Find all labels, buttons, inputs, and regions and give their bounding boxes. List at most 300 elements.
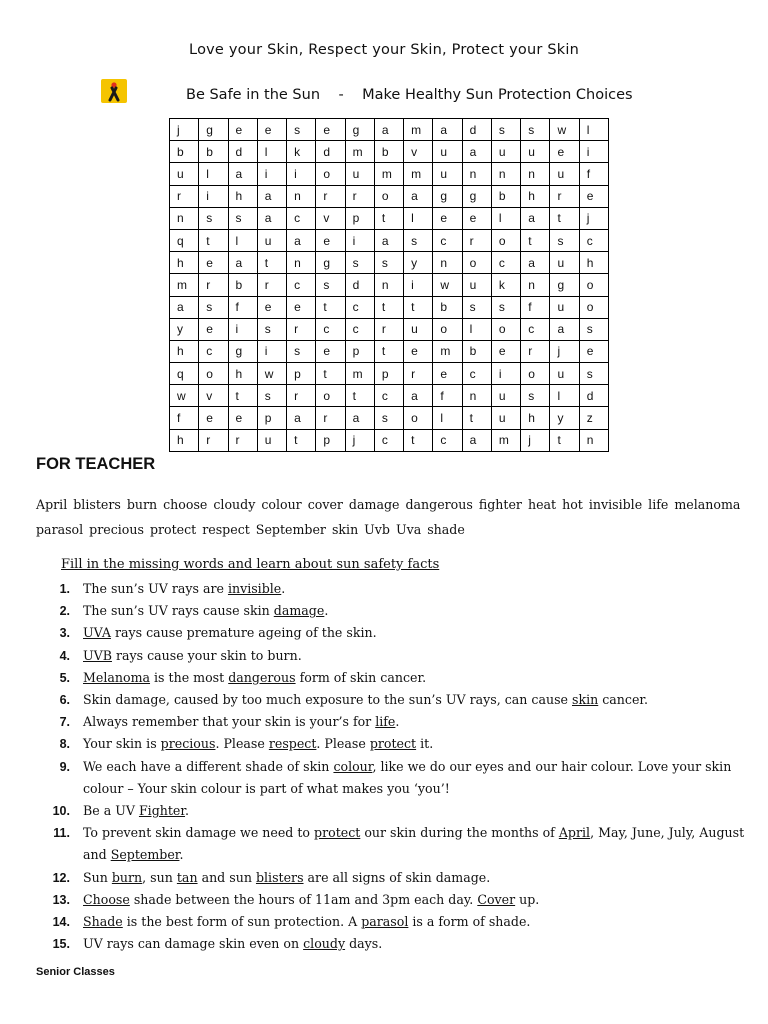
word-search-cell: u <box>550 163 579 185</box>
word-search-cell: b <box>374 141 403 163</box>
word-search-cell: s <box>550 229 579 251</box>
word-search-cell: i <box>287 163 316 185</box>
word-search-cell: t <box>374 207 403 229</box>
word-search-cell: n <box>462 163 491 185</box>
word-search-cell: n <box>579 429 608 451</box>
word-search-cell: w <box>170 385 199 407</box>
word-search-cell: u <box>550 363 579 385</box>
word-search-cell: u <box>404 318 433 340</box>
word-search-cell: i <box>257 340 286 362</box>
footer-label: Senior Classes <box>36 966 115 978</box>
word-bank: April blisters burn choose cloudy colour cover damage dangerous fighter heat hot invisible life melanoma parasol precious protect respect September skin Uvb Uva shade <box>36 497 741 537</box>
word-search-cell: e <box>316 229 345 251</box>
word-search-cell: p <box>257 407 286 429</box>
word-search-cell: e <box>550 141 579 163</box>
fact-number: 5 . <box>36 667 70 689</box>
fact-text: shade between the hours of 11am and 3pm each day. <box>129 891 478 907</box>
word-search-cell: o <box>521 363 550 385</box>
word-search-cell: n <box>491 163 520 185</box>
word-search-cell: g <box>433 185 462 207</box>
fact-answer-word: tan <box>176 869 198 885</box>
word-search-cell: g <box>550 274 579 296</box>
fact-answer-word: cloudy <box>303 936 346 952</box>
fact-text: . <box>395 714 400 730</box>
word-search-cell: s <box>374 252 403 274</box>
fact-text: are all signs of skin damage. <box>303 869 491 885</box>
word-search-cell: u <box>257 429 286 451</box>
fact-number: 13 . <box>36 889 70 911</box>
word-search-cell: m <box>170 274 199 296</box>
fact-text: Always remember that your skin is your’s for <box>83 714 376 730</box>
word-search-cell: r <box>170 185 199 207</box>
word-search-cell: t <box>316 363 345 385</box>
word-search-cell: t <box>404 429 433 451</box>
fact-answer-word: UVA <box>83 625 111 641</box>
fact-text: , May, June, July, August and <box>83 825 745 863</box>
fact-text: . <box>281 581 286 596</box>
word-search-row <box>170 318 609 340</box>
word-search-cell: c <box>491 252 520 274</box>
fact-item <box>36 889 746 911</box>
word-search-cell: e <box>316 119 345 141</box>
fact-number: 6 . <box>36 689 70 711</box>
word-search-cell: s <box>287 119 316 141</box>
word-search-cell: c <box>345 318 374 340</box>
fact-answer-word: UVB <box>83 647 112 663</box>
word-search-cell: w <box>257 363 286 385</box>
word-search-cell: f <box>228 296 257 318</box>
fact-answer-word: protect <box>314 825 361 841</box>
fact-item <box>36 822 746 866</box>
word-search-cell: a <box>374 229 403 251</box>
fact-text: it. <box>416 736 434 752</box>
word-search-cell: e <box>199 318 228 340</box>
fact-number: 12 . <box>36 867 70 889</box>
word-search-cell: s <box>287 340 316 362</box>
word-search-cell: c <box>345 296 374 318</box>
word-search-cell: i <box>491 363 520 385</box>
word-search-cell: r <box>257 274 286 296</box>
page-title: Love your Skin, Respect your Skin, Protect your Skin <box>189 42 579 58</box>
word-search-cell: m <box>433 340 462 362</box>
word-search-cell: e <box>316 340 345 362</box>
fact-text: . <box>324 603 329 619</box>
fact-text: is a form of shade. <box>408 914 531 930</box>
word-search-cell: r <box>199 429 228 451</box>
word-search-cell: a <box>433 119 462 141</box>
subtitle-left: Be Safe in the Sun <box>186 87 321 103</box>
fact-text: . <box>185 803 190 819</box>
word-search-cell: m <box>491 429 520 451</box>
fact-text: Your skin is <box>83 736 161 752</box>
word-search-cell: h <box>170 340 199 362</box>
word-search-cell: i <box>257 163 286 185</box>
word-search-cell: t <box>404 296 433 318</box>
word-search-cell: l <box>462 318 491 340</box>
word-search-cell: h <box>521 407 550 429</box>
word-search-cell: c <box>374 385 403 407</box>
fact-text: rays cause premature ageing of the skin. <box>110 625 377 641</box>
fact-answer-word: protect <box>369 736 417 752</box>
word-search-cell: p <box>345 340 374 362</box>
sun-safety-facts-list <box>36 578 746 955</box>
word-search-cell: l <box>228 229 257 251</box>
word-search-cell: c <box>521 318 550 340</box>
word-search-cell: u <box>550 296 579 318</box>
fact-text: our skin during the months of <box>360 825 559 841</box>
word-search-cell: r <box>228 429 257 451</box>
fact-text: The sun’s UV rays are <box>83 581 228 596</box>
for-teacher-heading: FOR TEACHER <box>36 455 156 473</box>
word-search-cell: w <box>433 274 462 296</box>
word-search-cell: z <box>579 407 608 429</box>
word-search-cell: l <box>550 385 579 407</box>
word-search-cell: b <box>199 141 228 163</box>
word-search-cell: s <box>404 229 433 251</box>
word-search-cell: h <box>170 252 199 274</box>
fact-answer-word: dangerous <box>228 669 296 685</box>
word-search-cell: r <box>462 229 491 251</box>
word-search-cell: t <box>374 296 403 318</box>
word-search-cell: c <box>199 340 228 362</box>
word-search-cell: a <box>404 385 433 407</box>
fact-item <box>36 622 746 644</box>
fact-text: , sun <box>142 869 177 885</box>
word-search-row <box>170 207 609 229</box>
word-search-cell: e <box>404 340 433 362</box>
word-search-cell: s <box>199 207 228 229</box>
word-search-cell: c <box>374 429 403 451</box>
word-search-cell: p <box>345 207 374 229</box>
word-search-cell: t <box>550 207 579 229</box>
word-search-cell: n <box>433 252 462 274</box>
word-search-cell: s <box>228 207 257 229</box>
word-search-cell: j <box>170 119 199 141</box>
word-search-cell: e <box>462 207 491 229</box>
word-search-cell: g <box>462 185 491 207</box>
word-search-cell: t <box>550 429 579 451</box>
word-search-cell: s <box>257 318 286 340</box>
fact-answer-word: life <box>375 714 396 730</box>
word-search-cell: c <box>462 363 491 385</box>
subtitle-separator: - <box>338 87 344 103</box>
word-search-cell: l <box>491 207 520 229</box>
word-search-cell: c <box>287 207 316 229</box>
word-search-cell: i <box>345 229 374 251</box>
word-search-cell: u <box>170 163 199 185</box>
fact-answer-word: Choose <box>83 891 130 907</box>
word-search-cell: d <box>316 141 345 163</box>
fact-answer-word: respect <box>268 736 317 752</box>
word-search-cell: s <box>521 119 550 141</box>
fact-answer-word: September <box>110 847 180 863</box>
word-search-cell: d <box>228 141 257 163</box>
fact-number: 14 . <box>36 911 70 933</box>
word-search-cell: u <box>433 163 462 185</box>
word-search-cell: m <box>404 119 433 141</box>
word-search-row <box>170 163 609 185</box>
fact-text: form of skin cancer. <box>295 669 427 685</box>
word-search-cell: l <box>257 141 286 163</box>
word-search-cell: u <box>491 407 520 429</box>
word-search-cell: u <box>345 163 374 185</box>
word-search-cell: t <box>257 252 286 274</box>
fact-text: rays cause your skin to burn. <box>111 647 302 663</box>
word-search-cell: a <box>521 252 550 274</box>
fact-text: To prevent skin damage we need to <box>83 825 315 841</box>
fact-text: cancer. <box>598 692 649 708</box>
fact-number: 8 . <box>36 733 70 755</box>
word-search-cell: r <box>199 274 228 296</box>
word-search-cell: e <box>228 119 257 141</box>
word-search-cell: a <box>228 163 257 185</box>
word-search-row <box>170 274 609 296</box>
word-search-cell: t <box>228 385 257 407</box>
word-search-cell: n <box>287 185 316 207</box>
word-search-cell: u <box>257 229 286 251</box>
word-search-cell: v <box>199 385 228 407</box>
word-search-cell: c <box>287 274 316 296</box>
word-search-cell: o <box>374 185 403 207</box>
word-search-cell: s <box>579 318 608 340</box>
word-search-cell: t <box>287 429 316 451</box>
fact-answer-word: Cover <box>477 891 516 907</box>
word-search-cell: j <box>579 207 608 229</box>
word-search-row <box>170 229 609 251</box>
word-search-cell: t <box>521 229 550 251</box>
word-search-cell: e <box>579 340 608 362</box>
word-search-cell: u <box>462 274 491 296</box>
word-search-cell: q <box>170 363 199 385</box>
word-search-cell: r <box>374 318 403 340</box>
word-search-cell: i <box>228 318 257 340</box>
word-search-cell: r <box>316 185 345 207</box>
word-search-cell: a <box>404 185 433 207</box>
word-search-cell: i <box>404 274 433 296</box>
word-search-cell: e <box>433 363 462 385</box>
word-search-cell: s <box>462 296 491 318</box>
fact-text: We each have a different shade of skin <box>83 758 334 774</box>
word-search-cell: y <box>404 252 433 274</box>
word-search-cell: c <box>579 229 608 251</box>
word-search-grid <box>169 118 609 452</box>
word-search-cell: p <box>374 363 403 385</box>
word-search-cell: s <box>199 296 228 318</box>
page-subtitle <box>186 87 633 103</box>
word-search-cell: r <box>287 385 316 407</box>
fact-text: Sun <box>83 869 112 885</box>
word-search-cell: v <box>404 141 433 163</box>
word-search-cell: m <box>404 163 433 185</box>
word-search-cell: n <box>287 252 316 274</box>
word-search-cell: s <box>345 252 374 274</box>
word-search-cell: a <box>228 252 257 274</box>
word-search-cell: p <box>316 429 345 451</box>
fact-number: 11 . <box>36 822 70 844</box>
fact-item <box>36 756 746 800</box>
fact-answer-word: parasol <box>361 914 409 930</box>
word-search-cell: h <box>521 185 550 207</box>
word-search-cell: a <box>287 407 316 429</box>
word-search-cell: s <box>374 407 403 429</box>
word-search-cell: t <box>374 340 403 362</box>
fact-item <box>36 933 746 955</box>
word-search-cell: q <box>170 229 199 251</box>
word-search-cell: e <box>491 340 520 362</box>
fact-text: Skin damage, caused by too much exposure to the sun’s UV rays, can cause <box>83 692 572 708</box>
word-search-cell: j <box>550 340 579 362</box>
word-search-cell: b <box>491 185 520 207</box>
fact-text: . <box>179 847 184 863</box>
word-search-row <box>170 185 609 207</box>
word-search-cell: a <box>257 185 286 207</box>
word-search-cell: r <box>287 318 316 340</box>
word-search-cell: t <box>462 407 491 429</box>
fact-answer-word: Melanoma <box>83 669 151 685</box>
word-search-cell: a <box>550 318 579 340</box>
word-search-cell: l <box>404 207 433 229</box>
fact-number: 9 . <box>36 756 70 778</box>
word-search-row <box>170 141 609 163</box>
word-search-cell: g <box>316 252 345 274</box>
word-search-cell: n <box>462 385 491 407</box>
fact-item <box>36 711 746 733</box>
word-search-cell: y <box>170 318 199 340</box>
fact-answer-word: burn <box>111 869 143 885</box>
word-search-cell: o <box>433 318 462 340</box>
word-search-row <box>170 429 609 451</box>
word-search-row <box>170 340 609 362</box>
word-search-cell: s <box>579 363 608 385</box>
word-search-cell: e <box>199 252 228 274</box>
fact-item <box>36 733 746 755</box>
fact-text: . Please <box>215 736 269 752</box>
word-search-cell: o <box>404 407 433 429</box>
word-search-cell: r <box>345 185 374 207</box>
word-search-row <box>170 363 609 385</box>
word-search-cell: y <box>550 407 579 429</box>
word-search-cell: h <box>228 363 257 385</box>
fact-text: The sun’s UV rays cause skin <box>83 603 274 619</box>
word-search-cell: b <box>228 274 257 296</box>
fact-text: , like we do our eyes and our hair colour. Love your skin colour – Your skin colour is part of what makes you ‘you’! <box>83 758 732 796</box>
word-search-cell: a <box>462 429 491 451</box>
word-search-cell: a <box>374 119 403 141</box>
fact-text: Be a UV <box>83 803 139 819</box>
fact-answer-word: skin <box>572 692 599 708</box>
fact-text: and sun <box>197 869 256 885</box>
word-search-row <box>170 385 609 407</box>
word-search-cell: g <box>199 119 228 141</box>
fact-text: . Please <box>316 736 370 752</box>
word-search-cell: m <box>345 141 374 163</box>
fill-in-heading: Fill in the missing words and learn about sun safety facts <box>61 557 440 572</box>
word-search-row <box>170 252 609 274</box>
word-search-cell: a <box>521 207 550 229</box>
fact-number: 3 . <box>36 622 70 644</box>
word-search-cell: m <box>345 363 374 385</box>
fact-number: 15 . <box>36 933 70 955</box>
word-search-cell: c <box>433 429 462 451</box>
word-search-cell: n <box>170 207 199 229</box>
word-search-cell: a <box>462 141 491 163</box>
word-search-cell: f <box>521 296 550 318</box>
word-search-cell: s <box>257 385 286 407</box>
word-search-cell: j <box>521 429 550 451</box>
fact-answer-word: blisters <box>255 869 304 885</box>
word-search-cell: r <box>550 185 579 207</box>
word-search-cell: t <box>199 229 228 251</box>
word-search-cell: o <box>491 318 520 340</box>
fact-answer-word: April <box>558 825 591 841</box>
word-search-cell: l <box>199 163 228 185</box>
word-search-cell: a <box>170 296 199 318</box>
word-search-cell: m <box>374 163 403 185</box>
sun-safety-ribbon-icon <box>101 79 127 103</box>
word-search-cell: o <box>579 296 608 318</box>
word-search-row <box>170 296 609 318</box>
fact-text: is the best form of sun protection. A <box>122 914 362 930</box>
fact-answer-word: Fighter <box>138 803 186 819</box>
word-search-cell: n <box>521 274 550 296</box>
fact-item <box>36 600 746 622</box>
word-search-cell: u <box>550 252 579 274</box>
word-search-cell: t <box>316 296 345 318</box>
subtitle-right: Make Healthy Sun Protection Choices <box>362 87 633 103</box>
word-search-cell: e <box>257 119 286 141</box>
word-search-cell: s <box>491 296 520 318</box>
word-search-cell: r <box>404 363 433 385</box>
word-search-cell: f <box>579 163 608 185</box>
fact-text: days. <box>345 936 383 952</box>
word-search-cell: u <box>491 141 520 163</box>
word-search-cell: b <box>462 340 491 362</box>
word-search-cell: o <box>316 163 345 185</box>
word-search-cell: u <box>491 385 520 407</box>
word-search-cell: n <box>374 274 403 296</box>
word-search-cell: h <box>228 185 257 207</box>
word-search-cell: d <box>345 274 374 296</box>
word-search-cell: p <box>287 363 316 385</box>
word-search-cell: s <box>521 385 550 407</box>
word-search-cell: e <box>257 296 286 318</box>
fact-number: 4 . <box>36 645 70 667</box>
word-search-cell: a <box>287 229 316 251</box>
word-search-cell: v <box>316 207 345 229</box>
word-search-cell: a <box>345 407 374 429</box>
word-search-cell: n <box>521 163 550 185</box>
word-search-cell: o <box>199 363 228 385</box>
word-search-cell: k <box>287 141 316 163</box>
fact-item <box>36 645 746 667</box>
fact-item <box>36 911 746 933</box>
word-search-cell: c <box>433 229 462 251</box>
word-search-cell: i <box>579 141 608 163</box>
fact-text: UV rays can damage skin even on <box>83 936 304 952</box>
word-search-cell: r <box>316 407 345 429</box>
word-search-cell: g <box>345 119 374 141</box>
word-search-cell: b <box>433 296 462 318</box>
word-search-cell: e <box>199 407 228 429</box>
word-search-cell: s <box>491 119 520 141</box>
fact-item <box>36 800 746 822</box>
word-search-cell: r <box>521 340 550 362</box>
word-search-cell: j <box>345 429 374 451</box>
fact-number: 10 . <box>36 800 70 822</box>
fact-answer-word: invisible <box>227 581 282 596</box>
word-search-row <box>170 407 609 429</box>
word-search-cell: f <box>170 407 199 429</box>
